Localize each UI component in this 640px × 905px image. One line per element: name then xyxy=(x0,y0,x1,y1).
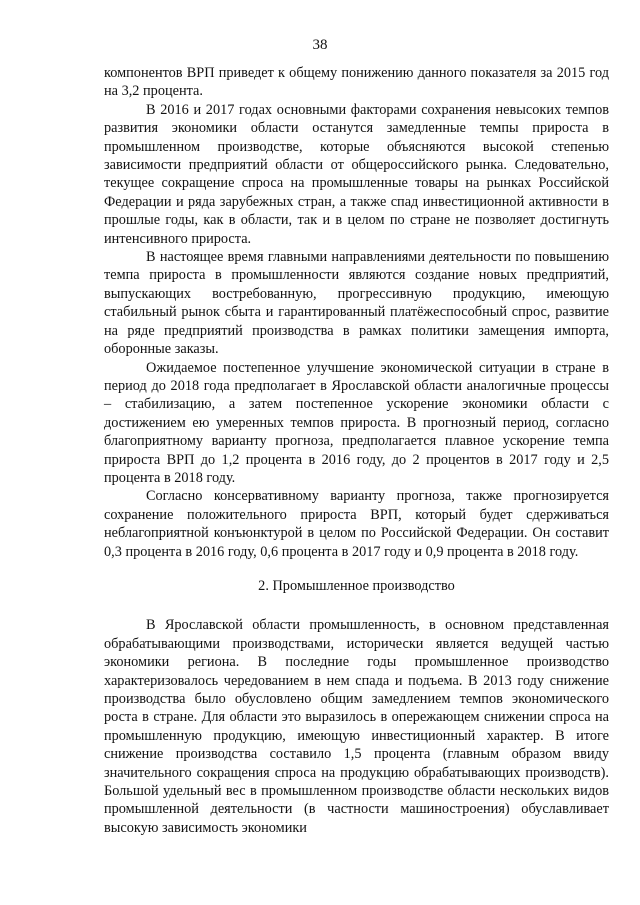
document-body xyxy=(104,64,609,837)
paragraph-conservative-forecast: Согласно консервативному варианту прогноза, также прогнозируется сохранение положительного прироста ВРП, который будет сдерживаться неблагоприятной конъюнктурой в целом по Российской Федерации. Он составит 0,3 процента в 2016 году, 0,6 процента в 2017 году и 0,9 процента в 2018 году. xyxy=(104,488,609,560)
page-number: 38 xyxy=(312,37,328,53)
paragraph-main-directions: В настоящее время главными направлениями деятельности по повышению темпа прироста в промышленности являются создание новых предприятий, выпускающих востребованную, прогрессивную продукцию, имеющую стабильный рынок сбыта и гарантированный платёжеспособный спрос, развитие на ряде предприятий производства в рамках политики замещения импорта, оборонные заказы. xyxy=(104,249,609,358)
section-heading: 2. Промышленное производство xyxy=(258,577,455,594)
paragraph-factors-2016-2017: В 2016 и 2017 годах основными факторами сохранения невысоких темпов развития экономики области останутся замедленные темпы прироста в промышленном производстве, которые объясняются высокой степенью зависимости предприятий области от общероссийского рынка. Следовательно, текущее сокращение спроса на промышленные товары на рынках Российской Федерации и ряда зарубежных стран, а также спад инвестиционной активности в прошлые годы, как в области, так и в целом по стране не позволяет достигнуть интенсивного прироста. xyxy=(104,101,609,247)
paragraph-favorable-forecast: Ожидаемое постепенное улучшение экономической ситуации в стране в период до 2018 года предполагает в Ярославской области аналогичные процессы – стабилизацию, а затем постепенное ускорение экономики области с достижением ею умеренных темпов прироста. В прогнозный период, согласно благоприятному варианту прогноза, предполагается плавное ускорение темпа прироста ВРП до 1,2 процента в 2016 году, до 2 процентов в 2017 году и 2,5 процента в 2018 году. xyxy=(104,359,609,486)
paragraph-industry-overview: В Ярославской области промышленность, в основном представленная обрабатывающими производствами, исторически является ведущей частью экономики региона. В последние годы промышленное производство характеризовалось чередованием в нем спада и подъема. В 2013 году снижение производства было обусловлено общим замедлением темпов экономического роста в стране. Для области это выразилось в опережающем снижении спроса на промышленную продукцию, имеющую инвестиционный характер. В итоге снижение производства составило 1,5 процента (главным образом ввиду значительного сокращения спроса на продукцию обрабатывающих производств). Большой удельный вес в промышленном производстве области нескольких видов промышленной деятельности (в частности машиностроения) обуславливает высокую зависимость экономики xyxy=(104,617,609,836)
paragraph-continuation: компонентов ВРП приведет к общему понижению данного показателя за 2015 год на 3,2 процента. xyxy=(104,65,609,100)
